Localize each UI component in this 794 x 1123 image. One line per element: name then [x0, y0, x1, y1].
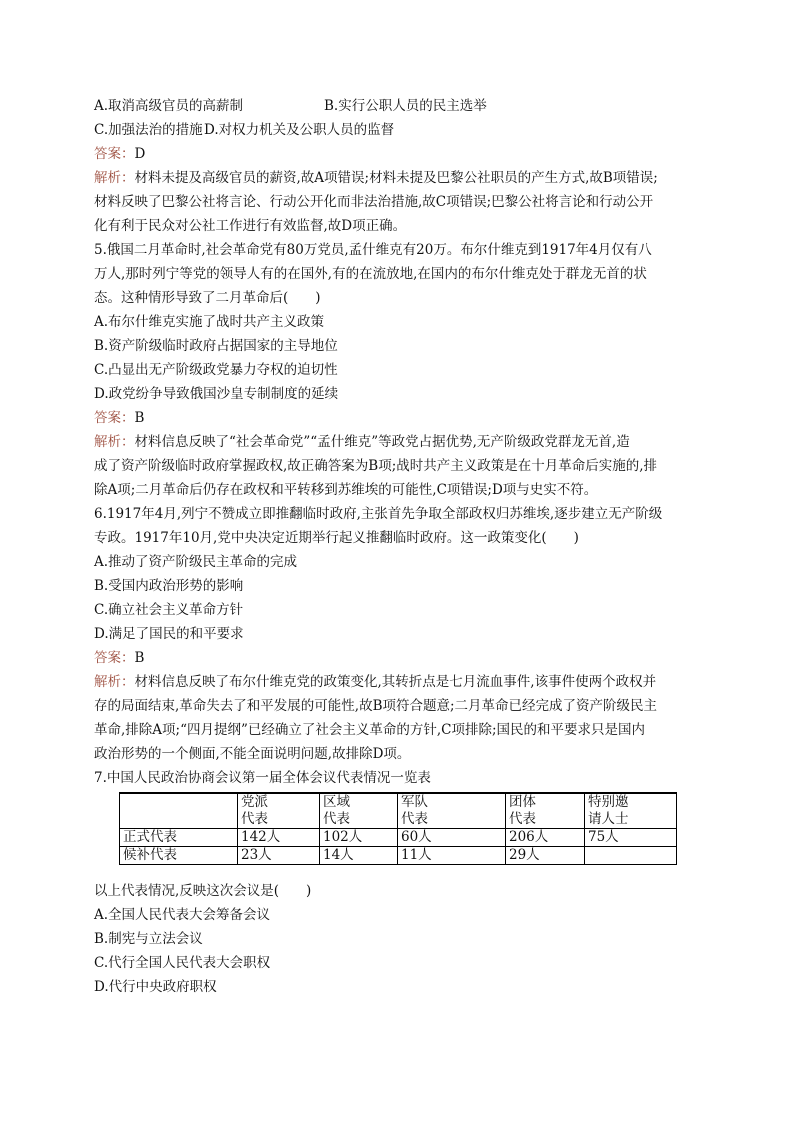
table-cell: 14人	[320, 847, 398, 865]
q5-option-a[interactable]: A.布尔什维克实施了战时共产主义政策	[94, 314, 325, 330]
analysis-label: 解析：	[94, 674, 135, 690]
header-line: 请人士	[588, 811, 629, 827]
q7-option-a[interactable]: A.全国人民代表大会筹备会议	[94, 907, 271, 923]
q6-stem-line: 6.1917年4月,列宁不赞成立即推翻临时政府,主张首先争取全部政权归苏维埃,逐步建立无产阶级	[94, 506, 663, 522]
q4-analysis-line	[94, 166, 714, 190]
answer-value: D	[134, 146, 146, 162]
spacer	[94, 865, 714, 879]
q4-option-b[interactable]: B.实行公职人员的民主选举	[324, 98, 487, 114]
table-cell: 60人	[398, 829, 506, 847]
q7-stem: 以上代表情况,反映这次会议是( )	[94, 883, 312, 899]
answer-label: 答案：	[94, 650, 135, 666]
table-header-cell	[320, 793, 398, 829]
header-line: 团体	[509, 794, 536, 810]
table-cell: 11人	[398, 847, 506, 865]
q6-option-c[interactable]: C.确立社会主义革命方针	[94, 602, 244, 618]
analysis-label: 解析：	[94, 434, 135, 450]
q4-answer	[94, 142, 714, 166]
table-cell	[585, 847, 677, 865]
q7-option-c[interactable]: C.代行全国人民代表大会职权	[94, 955, 271, 971]
q5-option-b[interactable]: B.资产阶级临时政府占据国家的主导地位	[94, 338, 338, 354]
table-cell: 候补代表	[120, 847, 238, 865]
header-line: 党派	[241, 794, 268, 810]
q5-analysis-line: 除A项;二月革命后仍存在政权和平转移到苏维埃的可能性,C项错误;D项与史实不符。	[94, 482, 598, 498]
q5-analysis-line: 成了资产阶级临时政府掌握政权,故正确答案为B项;战时共产主义政策是在十月革命后实施的,排	[94, 458, 658, 474]
exam-page	[94, 94, 714, 999]
q6-option-a[interactable]: A.推动了资产阶级民主革命的完成	[94, 554, 298, 570]
q4-option-c[interactable]: C.加强法治的措施	[94, 122, 203, 138]
answer-value: B	[134, 650, 145, 666]
q6-stem-line: 专政。1917年10月,党中央决定近期举行起义推翻临时政府。这一政策变化( )	[94, 530, 579, 546]
q4-option-d[interactable]: D.对权力机关及公职人员的监督	[204, 122, 395, 138]
header-line: 代表	[401, 811, 428, 827]
q6-option-b[interactable]: B.受国内政治形势的影响	[94, 578, 244, 594]
header-line: 特别邀	[588, 794, 629, 810]
q4-analysis-line: 材料反映了巴黎公社将言论、行动公开化而非法治措施,故C项错误;巴黎公社将言论和行动公开	[94, 194, 654, 210]
q6-option-d[interactable]: D.满足了国民的和平要求	[94, 626, 244, 642]
table-cell: 75人	[585, 829, 677, 847]
table-header-cell	[398, 793, 506, 829]
q6-analysis-line: 革命,排除A项;“四月提纲”已经确立了社会主义革命的方针,C项排除;国民的和平要求只是国内	[94, 722, 646, 738]
table-header-cell	[238, 793, 320, 829]
q6-answer	[94, 646, 714, 670]
header-line: 代表	[509, 811, 536, 827]
analysis-label: 解析：	[94, 170, 135, 186]
table-cell: 23人	[238, 847, 320, 865]
q4-options-row-2	[94, 118, 714, 142]
q5-stem-line: 万人,那时列宁等党的领导人有的在国外,有的在流放地,在国内的布尔什维克处于群龙无首的状	[94, 266, 647, 282]
q6-analysis-line	[94, 670, 714, 694]
q5-option-c[interactable]: C.凸显出无产阶级政党暴力夺权的迫切性	[94, 362, 338, 378]
q4-option-a[interactable]: A.取消高级官员的高薪制	[94, 98, 244, 114]
q5-stem-line: 态。这种情形导致了二月革命后( )	[94, 290, 321, 306]
q7-title: 7.中国人民政治协商会议第一届全体会议代表情况一览表	[94, 770, 431, 786]
header-line: 代表	[241, 811, 268, 827]
q7-option-b[interactable]: B.制宪与立法会议	[94, 931, 203, 947]
q6-analysis-line: 政治形势的一个侧面,不能全面说明问题,故排除D项。	[94, 746, 411, 762]
table-header-cell	[585, 793, 677, 829]
answer-label: 答案：	[94, 410, 135, 426]
q5-answer	[94, 406, 714, 430]
q4-analysis-line: 化有利于民众对公社工作进行有效监督,故D项正确。	[94, 218, 407, 234]
table-header-row	[120, 793, 677, 829]
table-cell: 102人	[320, 829, 398, 847]
q7-option-d[interactable]: D.代行中央政府职权	[94, 979, 217, 995]
table-header-cell	[120, 793, 238, 829]
analysis-text: 材料信息反映了“社会革命党”“孟什维克”等政党占据优势,无产阶级政党群龙无首,造	[134, 434, 630, 450]
table-cell: 29人	[506, 847, 585, 865]
representatives-table	[119, 792, 677, 865]
table-cell: 206人	[506, 829, 585, 847]
header-line: 区域	[323, 794, 350, 810]
table-row	[120, 829, 677, 847]
answer-value: B	[134, 410, 145, 426]
answer-label: 答案：	[94, 146, 135, 162]
header-line: 代表	[323, 811, 350, 827]
table-header-cell	[506, 793, 585, 829]
q5-stem-line: 5.俄国二月革命时,社会革命党有80万党员,孟什维克有20万。布尔什维克到1917年4月仅有八	[94, 242, 652, 258]
q4-options-row-1	[94, 94, 714, 118]
analysis-text: 材料未提及高级官员的薪资,故A项错误;材料未提及巴黎公社职员的产生方式,故B项错误;	[134, 170, 658, 186]
table-row	[120, 847, 677, 865]
q6-analysis-line: 存的局面结束,革命失去了和平发展的可能性,故B项符合题意;二月革命已经完成了资产阶级民主	[94, 698, 658, 714]
q5-option-d[interactable]: D.政党纷争导致俄国沙皇专制制度的延续	[94, 386, 339, 402]
table-cell: 142人	[238, 829, 320, 847]
q5-analysis-line	[94, 430, 714, 454]
header-line: 军队	[401, 794, 428, 810]
table-cell: 正式代表	[120, 829, 238, 847]
analysis-text: 材料信息反映了布尔什维克党的政策变化,其转折点是七月流血事件,该事件使两个政权并	[134, 674, 657, 690]
